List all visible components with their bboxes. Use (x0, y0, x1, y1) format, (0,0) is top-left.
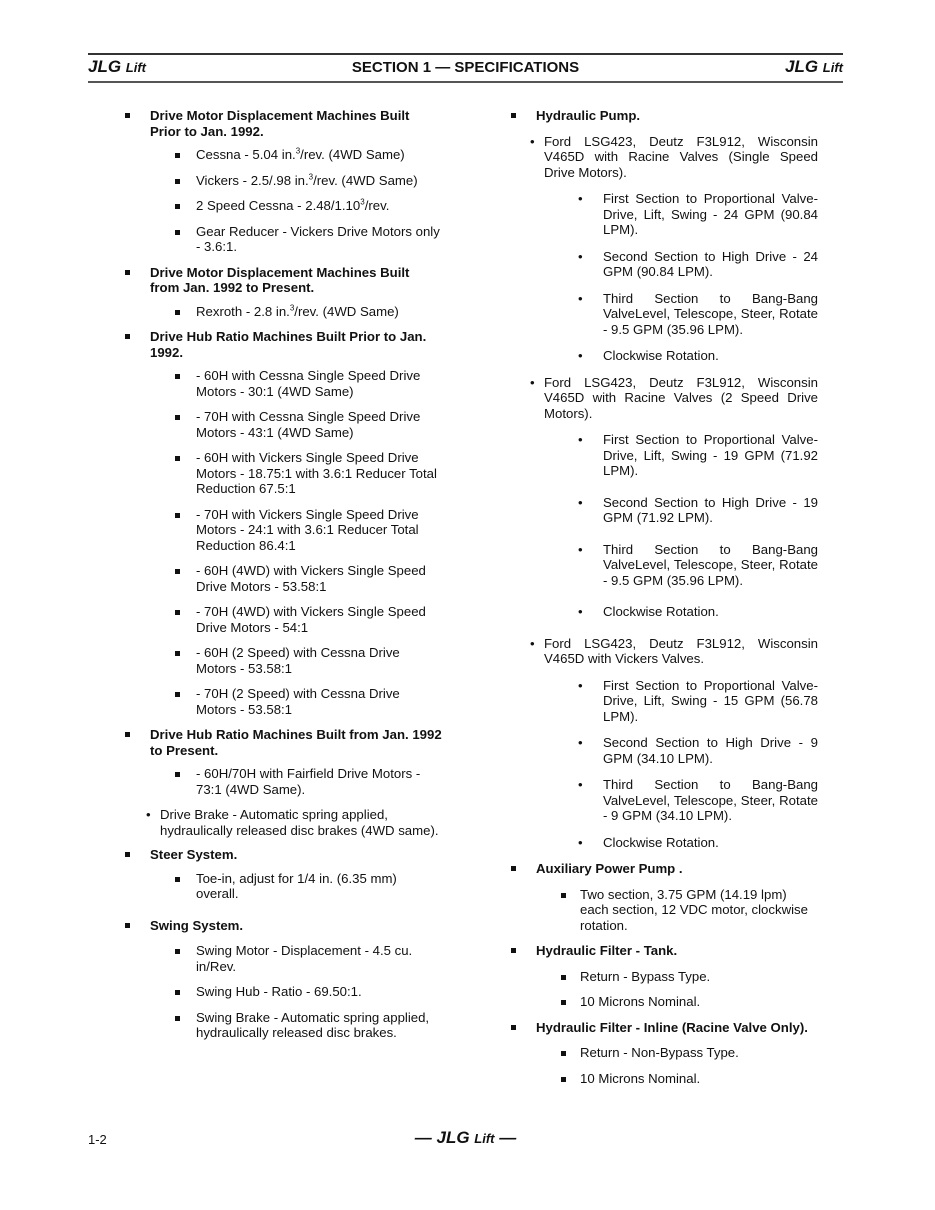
round-bullet-icon: • (578, 677, 583, 693)
section-heading: Steer System. (122, 847, 442, 863)
round-bullet-icon: • (578, 604, 583, 619)
square-bullet-icon (511, 948, 516, 953)
square-bullet-icon (561, 1000, 566, 1005)
round-bullet-icon: • (146, 807, 151, 822)
spec-item: Gear Reducer - Vickers Drive Motors only - 3.6:1. (122, 224, 442, 255)
square-bullet-icon (125, 923, 130, 928)
header-rule-bottom (88, 81, 843, 83)
round-bullet-icon: • (578, 432, 583, 447)
round-bullet-icon: • (578, 735, 583, 750)
section-heading: Swing System. (122, 918, 442, 934)
square-bullet-icon (125, 852, 130, 857)
square-bullet-icon (175, 310, 180, 315)
spec-item: - 60H (2 Speed) with Cessna Drive Motors - 53.58:1 (122, 645, 442, 676)
square-bullet-icon (175, 1016, 180, 1021)
pump-spec-item: • Third Section to Bang-Bang ValveLevel, Telescope, Steer, Rotate - 9 GPM (34.10 LPM). (578, 777, 818, 823)
round-bullet-icon: • (578, 348, 583, 363)
pump-config: • Ford LSG423, Deutz F3L912, Wisconsin V465D with Vickers Valves. (530, 635, 818, 666)
square-bullet-icon (175, 692, 180, 697)
square-bullet-icon (511, 113, 516, 118)
section-heading: Drive Hub Ratio Machines Built from Jan. 1992 to Present. (122, 727, 442, 758)
spec-item: Swing Brake - Automatic spring applied, hydraulically released disc brakes. (122, 1010, 442, 1041)
square-bullet-icon (561, 975, 566, 980)
square-bullet-icon (511, 1025, 516, 1030)
spec-item: - 60H with Cessna Single Speed Drive Motors - 30:1 (4WD Same) (122, 368, 442, 399)
pump-config: • Ford LSG423, Deutz F3L912, Wisconsin V465D with Racine Valves (2 Speed Drive Motors). (530, 374, 818, 421)
section-heading: Drive Motor Displacement Machines Built from Jan. 1992 to Present. (122, 265, 442, 296)
round-bullet-icon: • (578, 541, 583, 557)
square-bullet-icon (175, 569, 180, 574)
spec-item: - 70H with Cessna Single Speed Drive Motors - 43:1 (4WD Same) (122, 409, 442, 440)
spec-item: - 60H/70H with Fairfield Drive Motors - 73:1 (4WD Same). (122, 766, 442, 797)
square-bullet-icon (175, 772, 180, 777)
round-bullet-icon: • (530, 374, 535, 390)
pump-spec-item: • Third Section to Bang-Bang ValveLevel, Telescope, Steer, Rotate - 9.5 GPM (35.96 LPM). (578, 290, 818, 337)
pump-spec-item: • First Section to Proportional Valve-Drive, Lift, Swing - 19 GPM (71.92 LPM). (578, 432, 818, 478)
square-bullet-icon (175, 179, 180, 184)
round-bullet-icon: • (578, 290, 583, 306)
section-heading: Hydraulic Pump. (508, 108, 818, 124)
square-bullet-icon (125, 270, 130, 275)
spec-item: Rexroth - 2.8 in.$^3$/rev. (4WD Same) (122, 304, 442, 320)
square-bullet-icon (175, 415, 180, 420)
round-bullet-icon: • (578, 248, 583, 264)
spec-item: - 70H (4WD) with Vickers Single Speed Drive Motors - 54:1 (122, 604, 442, 635)
square-bullet-icon (175, 513, 180, 518)
pump-spec-item: • Clockwise Rotation. (578, 348, 719, 363)
square-bullet-icon (125, 113, 130, 118)
section-heading: Hydraulic Filter - Inline (Racine Valve Only). (508, 1020, 818, 1036)
spec-item: Vickers - 2.5/.98 in.$^3$/rev. (4WD Same) (122, 173, 442, 189)
spec-item: - 70H with Vickers Single Speed Drive Motors - 24:1 with 3.6:1 Reducer Total Reduction 86.4:1 (122, 507, 442, 554)
round-bullet-icon: • (578, 494, 583, 510)
spec-item: - 70H (2 Speed) with Cessna Drive Motors - 53.58:1 (122, 686, 442, 717)
footer-brand: — JLG Lift — (414, 1128, 517, 1147)
spec-item: 10 Microns Nominal. (508, 994, 818, 1010)
square-bullet-icon (561, 1051, 566, 1056)
square-bullet-icon (511, 866, 516, 871)
section-title: SECTION 1 — SPECIFICATIONS (351, 59, 580, 76)
square-bullet-icon (175, 374, 180, 379)
left-column (122, 108, 442, 1051)
header-rule-top (88, 53, 843, 55)
pump-spec-item: • Clockwise Rotation. (578, 604, 719, 619)
square-bullet-icon (175, 877, 180, 882)
pump-config: • Ford LSG423, Deutz F3L912, Wisconsin V465D with Racine Valves (Single Speed Drive Motors). (530, 133, 818, 180)
square-bullet-icon (125, 334, 130, 339)
page-header (88, 53, 843, 83)
pump-spec-item: • First Section to Proportional Valve-Drive, Lift, Swing - 24 GPM (90.84 LPM). (578, 191, 818, 237)
pump-spec-item: • Second Section to High Drive - 19 GPM (71.92 LPM). (578, 494, 818, 525)
square-bullet-icon (175, 204, 180, 209)
section-heading: Drive Motor Displacement Machines Built Prior to Jan. 1992. (122, 108, 442, 139)
round-bullet-icon: • (530, 133, 535, 149)
square-bullet-icon (561, 1077, 566, 1082)
spec-item: Toe-in, adjust for 1/4 in. (6.35 mm) overall. (122, 871, 442, 902)
spec-item: Return - Bypass Type. (508, 969, 818, 985)
header-brand-left: JLG Lift (88, 57, 147, 76)
header-brand-right: JLG Lift (784, 57, 843, 76)
spec-item: 2 Speed Cessna - 2.48/1.10$^3$/rev. (122, 198, 442, 214)
pump-spec-item: • Second Section to High Drive - 9 GPM (34.10 LPM). (578, 735, 818, 766)
square-bullet-icon (175, 610, 180, 615)
round-bullet-icon: • (578, 191, 583, 206)
square-bullet-icon (561, 893, 566, 898)
round-bullet-icon: • (578, 777, 583, 792)
spec-item: Swing Motor - Displacement - 4.5 cu. in/Rev. (122, 943, 442, 974)
spec-item: - 60H with Vickers Single Speed Drive Motors - 18.75:1 with 3.6:1 Reducer Total Reduction 67.5:1 (122, 450, 442, 497)
square-bullet-icon (175, 153, 180, 158)
square-bullet-icon (125, 732, 130, 737)
square-bullet-icon (175, 230, 180, 235)
spec-item: 10 Microns Nominal. (508, 1071, 818, 1087)
pump-spec-item: • Third Section to Bang-Bang ValveLevel, Telescope, Steer, Rotate - 9.5 GPM (35.96 LPM). (578, 541, 818, 588)
spec-item: Cessna - 5.04 in.$^3$/rev. (4WD Same) (122, 147, 442, 163)
round-bullet-icon: • (578, 834, 583, 850)
square-bullet-icon (175, 949, 180, 954)
page-number: 1-2 (88, 1132, 107, 1147)
pump-spec-item: • Second Section to High Drive - 24 GPM (90.84 LPM). (578, 248, 818, 279)
square-bullet-icon (175, 651, 180, 656)
section-heading: Auxiliary Power Pump . (508, 861, 818, 877)
drive-brake-item: • Drive Brake - Automatic spring applied, hydraulically released disc brakes (4WD same). (146, 807, 439, 838)
spec-item: Two section, 3.75 GPM (14.19 lpm) each section, 12 VDC motor, clockwise rotation. (508, 887, 818, 934)
spec-item: Swing Hub - Ratio - 69.50:1. (122, 984, 442, 1000)
spec-item: Return - Non-Bypass Type. (508, 1045, 818, 1061)
pump-spec-item: • Clockwise Rotation. (578, 834, 719, 850)
square-bullet-icon (175, 456, 180, 461)
spec-item: - 60H (4WD) with Vickers Single Speed Drive Motors - 53.58:1 (122, 563, 442, 594)
round-bullet-icon: • (530, 635, 535, 651)
section-heading: Drive Hub Ratio Machines Built Prior to Jan. 1992. (122, 329, 442, 360)
pump-spec-item: • First Section to Proportional Valve-Drive, Lift, Swing - 15 GPM (56.78 LPM). (578, 677, 818, 724)
section-heading: Hydraulic Filter - Tank. (508, 943, 818, 959)
right-column (508, 108, 818, 1096)
square-bullet-icon (175, 990, 180, 995)
